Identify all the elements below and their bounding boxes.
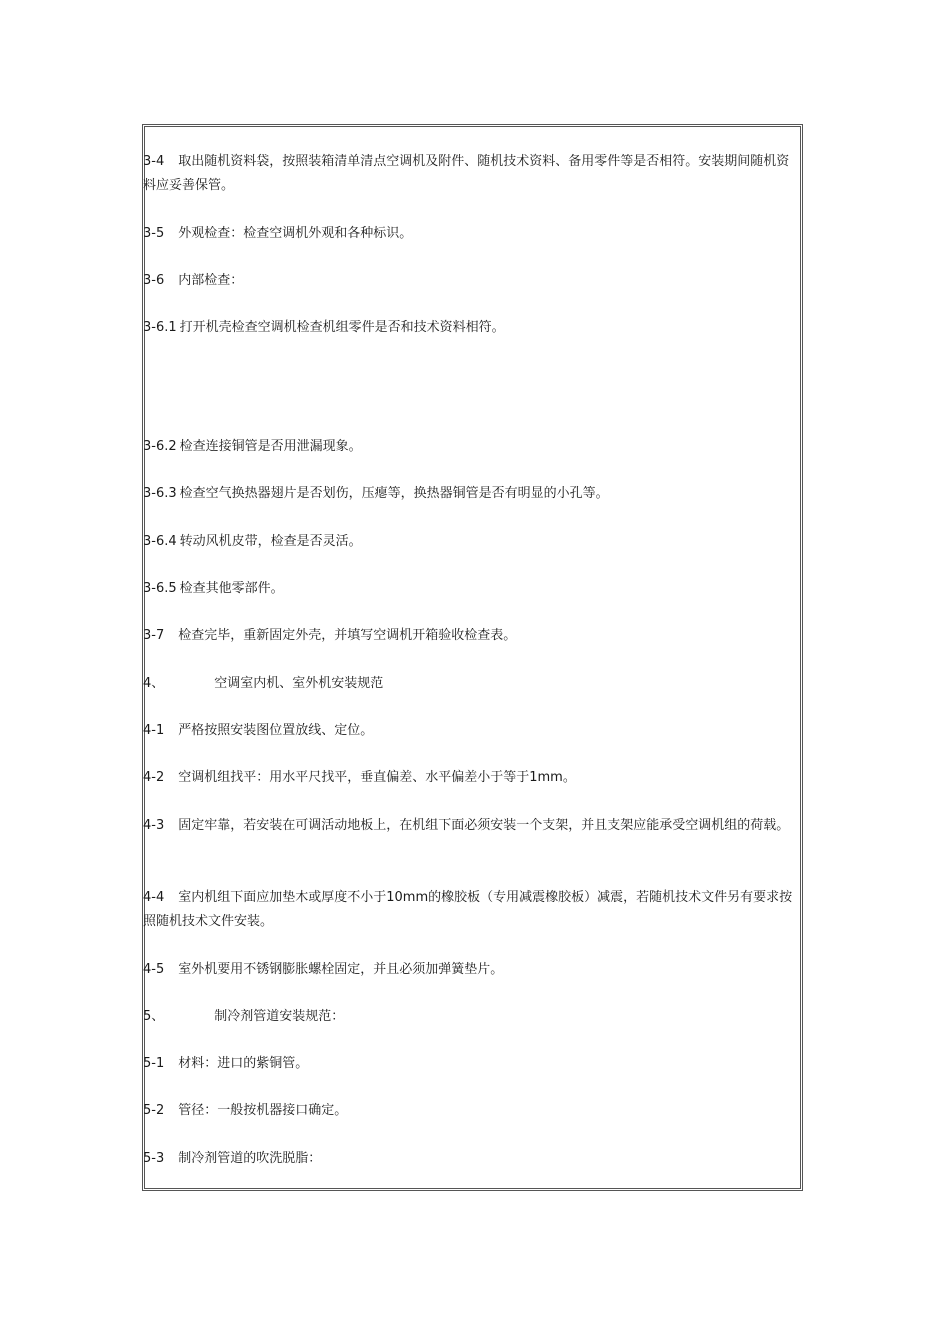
paragraph-text: 空调机组找平：用水平尺找平，垂直偏差、水平偏差小于等于1mm。 xyxy=(178,770,576,785)
paragraph-4-2 xyxy=(143,766,799,790)
section-heading-4 xyxy=(143,672,799,696)
paragraph-text: 内部检查： xyxy=(178,273,244,288)
paragraph-3-6-5 xyxy=(143,577,799,601)
paragraph-number: 3-7 xyxy=(143,628,165,643)
paragraph-5-3 xyxy=(143,1147,799,1171)
paragraph-text: 室外机要用不锈钢膨胀螺栓固定，并且必须加弹簧垫片。 xyxy=(178,962,504,977)
paragraph-number: 4-4 xyxy=(143,890,165,905)
paragraph-number: 5-3 xyxy=(143,1151,165,1166)
paragraph-number: 3-5 xyxy=(143,226,165,241)
paragraph-text: 管径：一般按机器接口确定。 xyxy=(178,1103,348,1118)
section-number: 5、 xyxy=(143,1009,165,1024)
paragraph-text: 转动风机皮带，检查是否灵活。 xyxy=(179,534,362,549)
paragraph-text: 制冷剂管道的吹洗脱脂： xyxy=(178,1151,322,1166)
paragraph-number: 3-6.4 xyxy=(143,534,177,549)
paragraph-3-6-1 xyxy=(143,316,799,340)
paragraph-number: 3-6.3 xyxy=(143,486,177,501)
paragraph-number: 3-6.2 xyxy=(143,439,177,454)
paragraph-number: 4-1 xyxy=(143,723,165,738)
paragraph-4-3 xyxy=(143,814,799,838)
paragraph-text: 外观检查：检查空调机外观和各种标识。 xyxy=(178,226,413,241)
paragraph-number: 3-6 xyxy=(143,273,165,288)
section-title: 制冷剂管道安装规范： xyxy=(214,1009,345,1024)
paragraph-number: 4-3 xyxy=(143,818,165,833)
paragraph-5-1 xyxy=(143,1052,799,1076)
paragraph-number: 3-6.5 xyxy=(143,581,177,596)
paragraph-4-1 xyxy=(143,719,799,743)
paragraph-text: 固定牢靠，若安装在可调活动地板上，在机组下面必须安装一个支架，并且支架应能承受空调机组的荷载。 xyxy=(178,818,790,833)
paragraph-3-4 xyxy=(143,150,799,198)
paragraph-text: 严格按照安装图位置放线、定位。 xyxy=(178,723,374,738)
paragraph-number: 3-4 xyxy=(143,154,165,169)
paragraph-number: 5-2 xyxy=(143,1103,165,1118)
paragraph-text: 检查完毕，重新固定外壳，并填写空调机开箱验收检查表。 xyxy=(178,628,517,643)
paragraph-text: 材料：进口的紫铜管。 xyxy=(178,1056,309,1071)
paragraph-3-6 xyxy=(143,269,799,293)
paragraph-text: 检查空气换热器翅片是否划伤，压瘪等，换热器铜管是否有明显的小孔等。 xyxy=(179,486,609,501)
section-heading-5 xyxy=(143,1005,799,1029)
paragraph-number: 5-1 xyxy=(143,1056,165,1071)
paragraph-3-6-2 xyxy=(143,435,799,459)
paragraph-number: 4-5 xyxy=(143,962,165,977)
paragraph-number: 3-6.1 xyxy=(143,320,177,335)
paragraph-text: 室内机组下面应加垫木或厚度不小于10mm的橡胶板（专用减震橡胶板）减震，若随机技术文件另有要求按照随机技术文件安装。 xyxy=(143,890,793,929)
section-title: 空调室内机、室外机安装规范 xyxy=(214,676,384,691)
paragraph-text: 检查其他零部件。 xyxy=(179,581,284,596)
paragraph-3-6-3 xyxy=(143,482,799,506)
paragraph-3-5 xyxy=(143,222,799,246)
section-number: 4、 xyxy=(143,676,165,691)
paragraph-4-5 xyxy=(143,958,799,982)
paragraph-number: 4-2 xyxy=(143,770,165,785)
paragraph-3-6-4 xyxy=(143,530,799,554)
paragraph-text: 取出随机资料袋，按照装箱清单清点空调机及附件、随机技术资料、备用零件等是否相符。安装期间随机资料应妥善保管。 xyxy=(143,154,790,193)
paragraph-4-4 xyxy=(143,886,799,934)
paragraph-3-7 xyxy=(143,624,799,648)
paragraph-text: 检查连接铜管是否用泄漏现象。 xyxy=(179,439,362,454)
paragraph-5-2 xyxy=(143,1099,799,1123)
paragraph-text: 打开机壳检查空调机检查机组零件是否和技术资料相符。 xyxy=(179,320,505,335)
